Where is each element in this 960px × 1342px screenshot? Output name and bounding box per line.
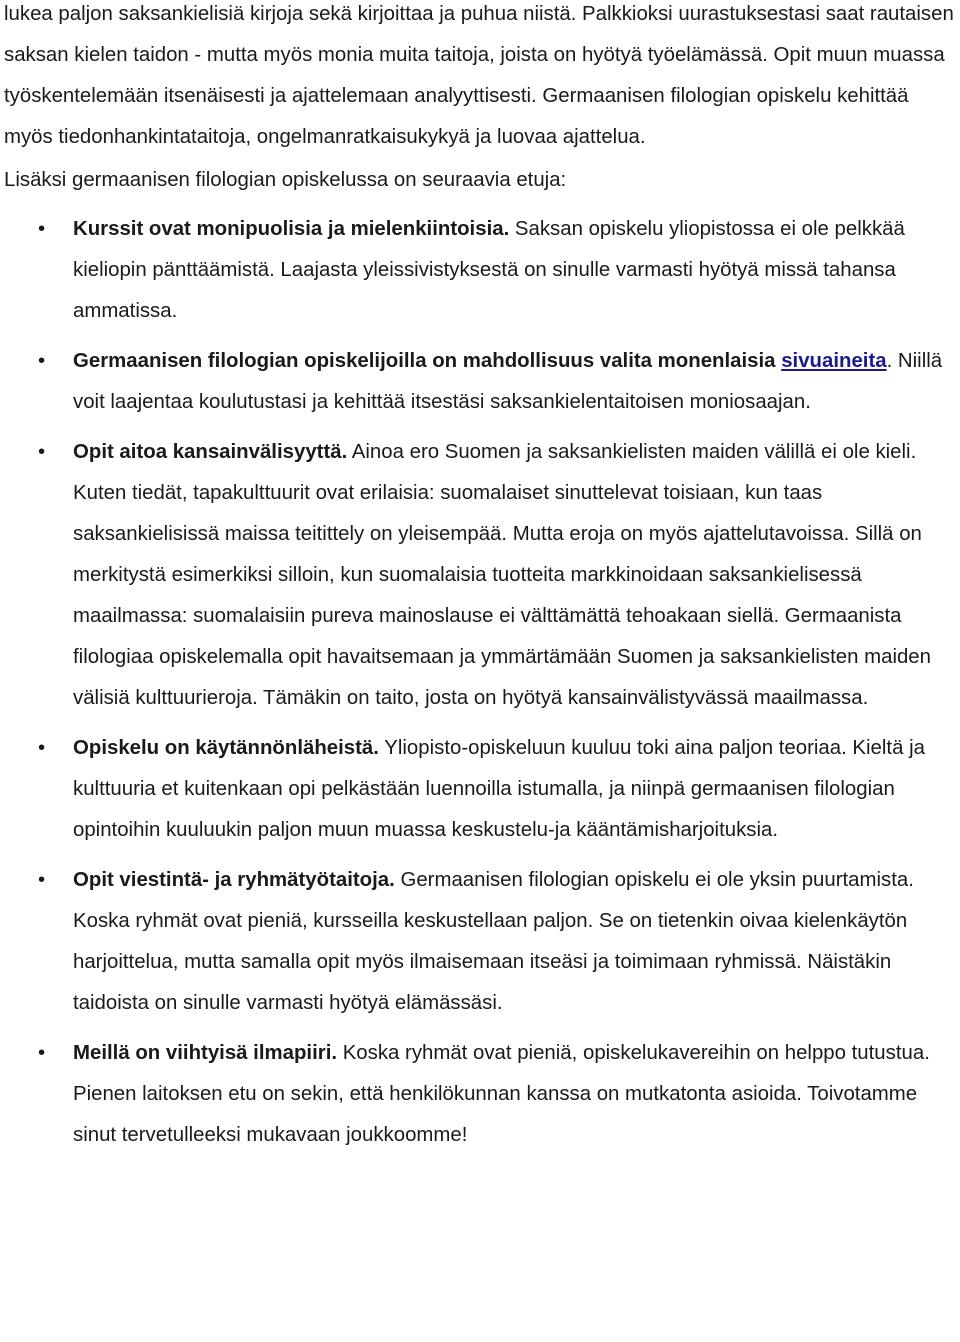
benefit-heading: Germaanisen filologian opiskelijoilla on mahdollisuus valita monenlaisia <box>73 350 782 372</box>
sivuaineita-link[interactable]: sivuaineita <box>781 350 887 372</box>
bullet-icon: • <box>38 1042 46 1064</box>
benefit-heading: Opit viestintä- ja ryhmätyötaitoja. <box>73 869 395 891</box>
benefit-text: Ainoa ero Suomen ja saksankielisten maiden välillä ei ole kieli. Kuten tiedät, tapakulttuurit ovat erilaisia: suomalaiset sinuttelevat toisiaan, kun taas saksankielisissä maissa teitittely on yleisempää. Mutta eroja on myös ajattelutavoissa. Sillä on merkitystä esimerkiksi silloin, kun suomalaisia tuotteita markkinoidaan saksankielisessä maailmassa: suomalaisiin pureva mainoslause ei välttämättä tehoakaan siellä. Germaanista filologiaa opiskelemalla opit havaitsemaan ja ymmärtämään Suomen ja saksankielisten maiden välisiä kulttuurieroja. Tämäkin on taito, josta on hyötyä kansainvälistyvässä maailmassa. <box>73 441 931 709</box>
intro-paragraph: lukea paljon saksankielisiä kirjoja sekä kirjoittaa ja puhua niistä. Palkkioksi uurastuksestasi saat rautaisen saksan kielen taidon - mutta myös monia muita taitoja, joista on hyötyä työelämässä. Opit muun muassa työskentelemään itsenäisesti ja ajattelemaan analyyttisesti. Germaanisen filologian opiskelu kehittää myös tiedonhankintataitoja, ongelmanratkaisukykyä ja luovaa ajattelua. <box>4 3 954 148</box>
benefit-heading: Meillä on viihtyisä ilmapiiri. <box>73 1042 338 1064</box>
document-page <box>4 0 956 1165</box>
benefit-heading: Opiskelu on käytännönläheistä. <box>73 737 379 759</box>
list-item <box>4 432 956 719</box>
benefit-heading: Kurssit ovat monipuolisia ja mielenkiintoisia. <box>73 218 510 240</box>
bullet-icon: • <box>38 441 46 463</box>
list-item <box>4 341 956 423</box>
benefit-text: Yliopisto-opiskeluun kuuluu toki aina paljon teoriaa. Kieltä ja kulttuuria et kuitenkaan opi pelkästään luennoilla istumalla, ja niinpä germaanisen filologian opintoihin kuuluukin paljon muun muassa keskustelu-ja kääntämisharjoituksia. <box>73 737 925 841</box>
bullet-icon: • <box>38 737 46 759</box>
benefit-heading: Opit aitoa kansainvälisyyttä. <box>73 441 348 463</box>
benefit-text: Koska ryhmät ovat pieniä, opiskelukavereihin on helppo tutustua. Pienen laitoksen etu on sekin, että henkilökunnan kanssa on mutkatonta asioida. Toivotamme sinut tervetulleeksi mukavaan joukkoomme! <box>73 1042 930 1146</box>
benefits-lead-sentence: Lisäksi germaanisen filologian opiskelussa on seuraavia etuja: <box>4 169 567 191</box>
bullet-icon: • <box>38 350 46 372</box>
intro-section <box>4 0 956 158</box>
list-item <box>4 1033 956 1156</box>
benefits-list <box>4 209 956 1156</box>
benefit-text: Germaanisen filologian opiskelu ei ole yksin puurtamista. Koska ryhmät ovat pieniä, kursseilla keskustellaan paljon. Se on tietenkin oivaa kielenkäytön harjoittelua, mutta samalla opit myös ilmaisemaan itseäsi ja toimimaan ryhmissä. Näistäkin taidoista on sinulle varmasti hyötyä elämässäsi. <box>73 869 914 1014</box>
benefit-text: Saksan opiskelu yliopistossa ei ole pelkkää kieliopin pänttäämistä. Laajasta yleissivistyksestä on sinulle varmasti hyötyä missä tahansa ammatissa. <box>73 218 905 322</box>
list-item <box>4 209 956 332</box>
list-item <box>4 728 956 851</box>
bullet-icon: • <box>38 869 46 891</box>
list-item <box>4 860 956 1024</box>
benefit-text: . Niillä voit laajentaa koulutustasi ja kehittää itsestäsi saksankielentaitoisen moniosaajan. <box>73 350 943 413</box>
bullet-icon: • <box>38 218 46 240</box>
